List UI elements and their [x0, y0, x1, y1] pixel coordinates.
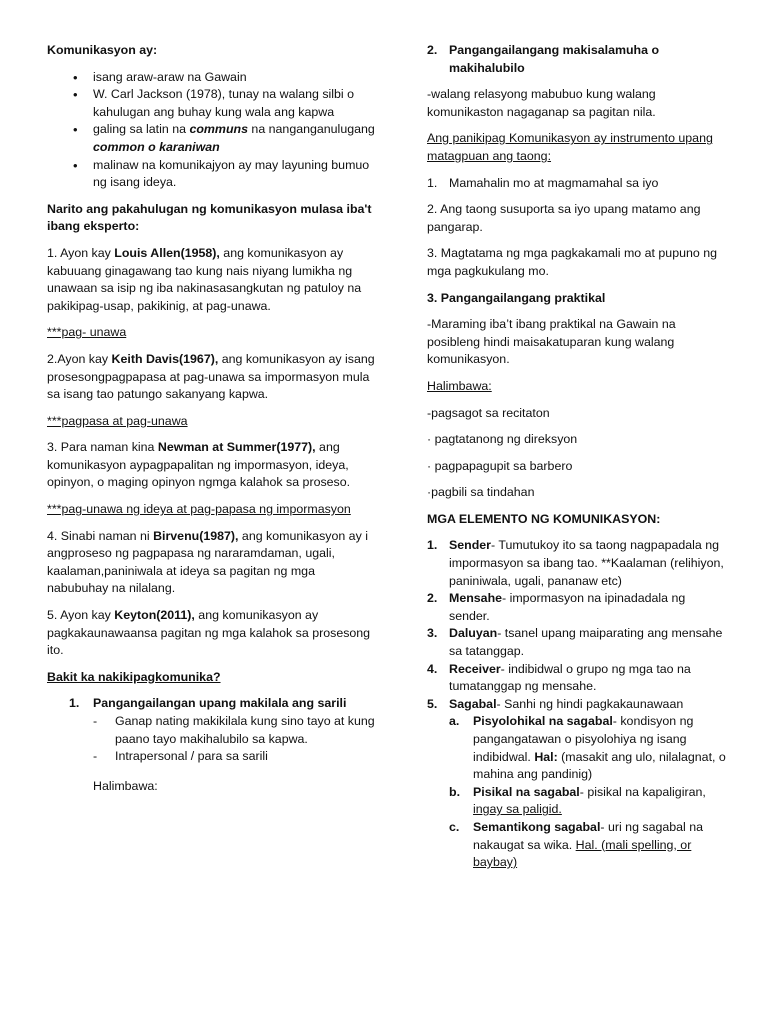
instrument-list	[427, 175, 727, 193]
needs-list-continued	[427, 42, 727, 77]
instrument-heading: Ang panikipag Komunikasyon ay instrumento upang matagpuan ang taong:	[427, 131, 713, 163]
example-item: · pagpapagupit sa barbero	[427, 458, 573, 473]
need-3-text: -Maraming iba’t ibang praktikal na Gawain na posibleng hindi maisakatuparan kung walang komunikasyon.	[427, 317, 676, 367]
detail-item: - Ganap nating makikilala kung sino tayo at kung paano tayo makihalubilo sa kapwa.	[93, 713, 377, 748]
element-item: 4. Receiver- indibidwal o grupo ng mga tao na tumatanggap ng mensahe.	[427, 661, 691, 694]
komunikasyon-bullets	[47, 69, 377, 192]
elements-list	[427, 537, 727, 871]
element-item: 2. Mensahe- impormasyon na ipinadadala ng sender.	[427, 591, 686, 623]
sagabal-item: c. Semantikong sagabal- uri ng sagabal na nakaugat sa wika. Hal. (mali spelling, or baybay)	[449, 819, 704, 870]
note-2: ***pagpasa at pag-unawa	[47, 413, 188, 428]
elements-heading: MGA ELEMENTO NG KOMUNIKASYON:	[427, 511, 661, 526]
element-item: 3. Daluyan- tsanel upang maiparating ang mensahe sa tatanggap.	[427, 626, 723, 659]
right-column	[427, 42, 727, 881]
sagabal-item: a. Pisyolohikal na sagabal- kondisyon ng pangangatawan o pisyolohiya ng isang indibidwal. Hal: (masakit ang ulo, nilalagnat, o mahina ang pandinig)	[449, 714, 726, 782]
example-item: ·pagbili sa tindahan	[427, 485, 535, 500]
bullet-item: • isang araw-araw na Gawain	[47, 69, 377, 87]
element-item: 1. Sender- Tumutukoy ito sa taong nagpapadala ng impormasyon sa ibang tao. **Kaalaman (relihiyon, paniniwala, ugali, pananaw etc)	[427, 538, 724, 588]
definitions-heading: Narito ang pakahulugan ng komunikasyon mulasa iba't ibang eksperto:	[47, 201, 372, 234]
bullet-item: • W. Carl Jackson (1978), tunay na walang silbi o kahulugan ang buhay kung wala ang kapwa	[47, 86, 377, 121]
definition-2: 2.Ayon kay Keith Davis(1967), ang komunikasyon ay isang prosesongpagpapasa at pag-unawa sa impormasyon mula sa isang tao patungo sakanyang kapwa.	[47, 351, 375, 402]
detail-item: - Intrapersonal / para sa sarili	[93, 748, 377, 766]
definition-4: 4. Sinabi naman ni Birvenu(1987), ang komunikasyon ay i angproseso ng pagpapasa ng nararamdaman, ugali, kaalaman,paniniwala at ideya sa pagitan ng mga nabubuhay na nilalang.	[47, 528, 368, 596]
element-item: 5. Sagabal- Sanhi ng hindi pagkakaunawaan a. Pisyolohikal na sagabal- kondisyon ng pangangatawan o pisyolohiya ng isang indibidwal. Hal: (masakit ang ulo, nilalagnat, o mahina ang pandinig) b. Pisikal na sagabal- pisikal na kapaligiran, ingay sa paligid. c. Semantikong sagabal- uri ng sagabal na nakaugat sa wika. Hal. (mali spelling, or baybay)	[427, 696, 727, 872]
bullet-item: • galing sa latin na communs na nanganganulugang common o karaniwan	[47, 121, 377, 156]
bullet-item: • malinaw na komunikajyon ay may layuning bumuo ng isang ideya.	[47, 157, 377, 192]
definition-5: 5. Ayon kay Keyton(2011), ang komunikasyon ay pagkakaunawaansa pagitan ng mga kalahok sa prosesong ito.	[47, 608, 371, 658]
instrument-item-3: 3. Magtatama ng mga pagkakamali mo at pupuno ng mga pagkukulang mo.	[427, 246, 717, 278]
sagabal-list	[449, 713, 727, 871]
example-label: Halimbawa:	[93, 778, 158, 793]
needs-list	[47, 695, 377, 795]
need-item: 1. Pangangailangan upang makilala ang sarili - Ganap nating makikilala kung sino tayo at kung paano tayo makihalubilo sa kapwa. - Intrapersonal / para sa sarili Halimbawa:	[47, 695, 377, 795]
komunikasyon-heading: Komunikasyon ay:	[47, 43, 158, 57]
note-3: ***pag-unawa ng ideya at pag-papasa ng impormasyon	[47, 502, 351, 517]
example-label: Halimbawa:	[427, 378, 492, 393]
sagabal-item: b. Pisikal na sagabal- pisikal na kapaligiran, ingay sa paligid.	[449, 784, 706, 817]
need-2-text: -walang relasyong mabubuo kung walang komunikaston nagaganap sa pagitan nila.	[427, 87, 656, 119]
example-item: -pagsagot sa recitaton	[427, 405, 550, 420]
question-heading: Bakit ka nakikipagkomunika?	[47, 669, 221, 684]
need-3-heading: 3. Pangangailangang praktikal	[427, 290, 606, 305]
need-item: 2. Pangangailangang makisalamuha o makihalubilo	[427, 43, 660, 75]
definition-3: 3. Para naman kina Newman at Summer(1977), ang komunikasyon aypagpapalitan ng impormasyon, ideya, opinyon, o maging opinyon ngmga kalahok sa proseso.	[47, 440, 351, 490]
instrument-item: 1. Mamahalin mo at magmamahal sa iyo	[427, 175, 659, 190]
definition-1: 1. Ayon kay Louis Allen(1958), ang komunikasyon ay kabuuang ginagawang tao kung nais niyang lumikha ng unawaan sa isip ng iba nakinasasangkutan ng patuloy na pakikipag-usap, pakikinig, at pag-unawa.	[47, 245, 362, 313]
note-1: ***pag- unawa	[47, 325, 127, 340]
instrument-item-2: 2. Ang taong susuporta sa iyo upang matamo ang pangarap.	[427, 202, 701, 234]
left-column	[47, 42, 377, 804]
example-item: · pagtatanong ng direksyon	[427, 432, 578, 447]
need-1-details	[93, 713, 377, 766]
